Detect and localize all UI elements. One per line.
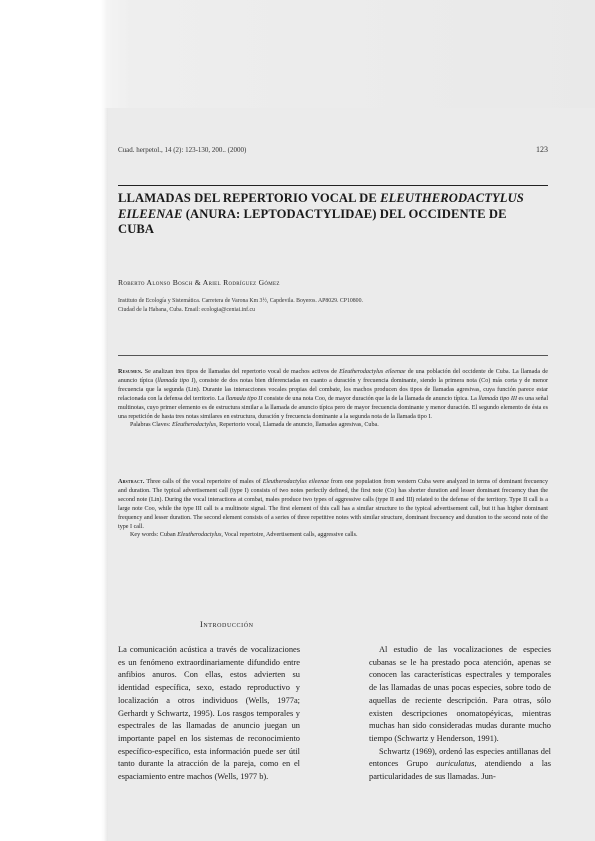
title-rule bbox=[118, 185, 548, 186]
body-paragraph: La comunicación acústica a través de vocalizaciones es un fenómeno extraordinariamente difundido entre anfibios anuros. Con ellas, estos advierten su identidad específica, sexo, estado reproductivo y localización a otros individuos (Wells, 1977a; Gerhardt y Schwartz, 1995). Los rasgos temporales y espectrales de las llamadas de anuncio juegan un importante papel en los sistemas de reconocimiento específico-específico, esta información puede ser útil tanto durante la atracción de la pareja, como en el espaciamiento entre machos (Wells, 1977 b). bbox=[118, 645, 300, 782]
affiliation-line: Instituto de Ecología y Sistemática. Carretera de Varona Km 3½, Capdevila. Boyeros. AP8029. CP10800. bbox=[118, 298, 363, 304]
body-paragraph bbox=[369, 746, 551, 784]
group-name: auriculatus bbox=[436, 759, 475, 769]
journal-citation: Cuad. herpetol., 14 (2): 123-130, 200.. (2000) bbox=[118, 146, 247, 154]
title-species: EILEENAE bbox=[118, 206, 183, 221]
abstract-spanish bbox=[118, 368, 548, 430]
keyword-genus: Eleutherodactylus bbox=[171, 422, 217, 429]
species-name: Eleutherodactylus eileenae bbox=[262, 479, 330, 485]
body-text: , atendiendo a las particularidades de sus llamadas. Jun- bbox=[369, 759, 552, 782]
abstract-english bbox=[118, 478, 548, 540]
title-text-3: CUBA bbox=[118, 222, 155, 236]
title-text-2: (ANURA: LEPTODACTYLIDAE) DEL OCCIDENTE DE bbox=[182, 206, 507, 221]
abstract-text: from one population from western Cuba were analyzed in terms of dominant frecuency and duration. The typical advertisement call (type I) consists of two notes perfectly defined, the first note (Co) has shorter duration and lesser dominant frecuency than the second note (Lin). During the vocal interactions at combat, males produce two types of aggressive calls (type II and III) related to the defense of the territory. Type II call is a large note Coo, while the type III call is a multinote signal. The first element of this call has a similar structure to the typical advertisement call, but it has higher dominant frequency and lesser duration. The second element consists of a series of three repetitive notes with similar structure, dominant frecuency and duration to the second note of the type I call. bbox=[118, 479, 549, 530]
call-type: llamada tipo II bbox=[225, 395, 263, 402]
title-genus: ELEUTHERODACTYLUS bbox=[380, 191, 524, 205]
keywords-label: Key words: Cuban bbox=[130, 532, 178, 539]
call-type: llamada tipo I bbox=[157, 377, 194, 384]
species-name: Eleutherodactylus eileenae bbox=[339, 369, 406, 375]
keywords-label: Palabras Claves: bbox=[130, 422, 172, 429]
keywords-text: , Vocal repertoire, Advertisement calls, aggressive calls. bbox=[221, 532, 358, 539]
body-paragraph: Al estudio de las vocalizaciones de especies cubanas se le ha prestado poca atención, apenas se conocen las características espectrales y temporales de las llamadas de unas pocas especies, sobre todo de aquellas de reciente descripción. Para otras, sólo existen descripciones onomatopéyicas, mientras muchas han sido consideradas mudas durante mucho tiempo (Schwartz y Henderson, 1991). bbox=[369, 645, 551, 743]
call-type: llamada tipo III bbox=[478, 395, 517, 402]
abstract-text: Three calls of the vocal repertoire of males of bbox=[144, 479, 263, 485]
abstract-text: Se analizan tres tipos de llamadas del repertorio vocal de machos activos de bbox=[142, 369, 340, 375]
keywords-text: , Repertorio vocal, Llamada de anuncio, llamadas agresivas, Cuba. bbox=[216, 422, 379, 429]
abstract-rule bbox=[118, 355, 548, 356]
palabras-claves bbox=[118, 421, 548, 430]
affiliation bbox=[118, 297, 458, 315]
page-number: 123 bbox=[536, 145, 548, 154]
article-title bbox=[118, 191, 548, 238]
abstract-text: ), consiste de dos notas bien diferenciadas en cuanto a duración y frecuencia dominante, siendo la primera nota (Co) más corta y de menor frecuencia que la segunda (Lin). Durante las interacciones vocales propias del combate, los machos producen dos tipos de llamadas agresivas, cuya función parece estar relacionada con la defensa del territorio. La bbox=[118, 377, 549, 402]
abstract-text: consiste de una nota Coo, de mayor duración que la de la llamada de anuncio típica. La bbox=[262, 395, 479, 402]
key-words bbox=[118, 531, 548, 540]
abstract-paragraph bbox=[118, 478, 548, 531]
resumen-label: Resumen. bbox=[118, 369, 143, 375]
abstract-text: de una población del occidente de Cuba. La llamada de anuncio típica ( bbox=[118, 369, 548, 384]
affiliation-line: Ciudad de la Habana, Cuba. Email: ecologia@ceniai.inf.cu bbox=[118, 307, 256, 313]
title-text: LLAMADAS DEL REPERTORIO VOCAL DE bbox=[118, 191, 381, 205]
body-column-left bbox=[118, 644, 300, 784]
keyword-genus: Eleutherodactylus bbox=[177, 532, 222, 539]
resumen-paragraph bbox=[118, 368, 548, 421]
body-column-right bbox=[369, 644, 551, 784]
abstract-label: Abstract. bbox=[118, 479, 145, 485]
abstract-text: es una señal multinotas, cuyo primer elemento es de estructura similar a la llamada de anuncio típica pero de mayor frecuencia dominante y menor duración. El segundo elemento de ésta es una repetición de hasta tres notas similares en estructura, duración y frecuencia dominante a la segunda nota de la llamada tipo I. bbox=[118, 395, 549, 420]
author-line: Roberto Alonso Bosch & Ariel Rodríguez Gómez bbox=[118, 278, 280, 287]
body-text: Schwartz (1969), ordenó las especies antillanas del entonces Grupo bbox=[369, 746, 551, 769]
section-heading: Introducción bbox=[200, 620, 254, 629]
